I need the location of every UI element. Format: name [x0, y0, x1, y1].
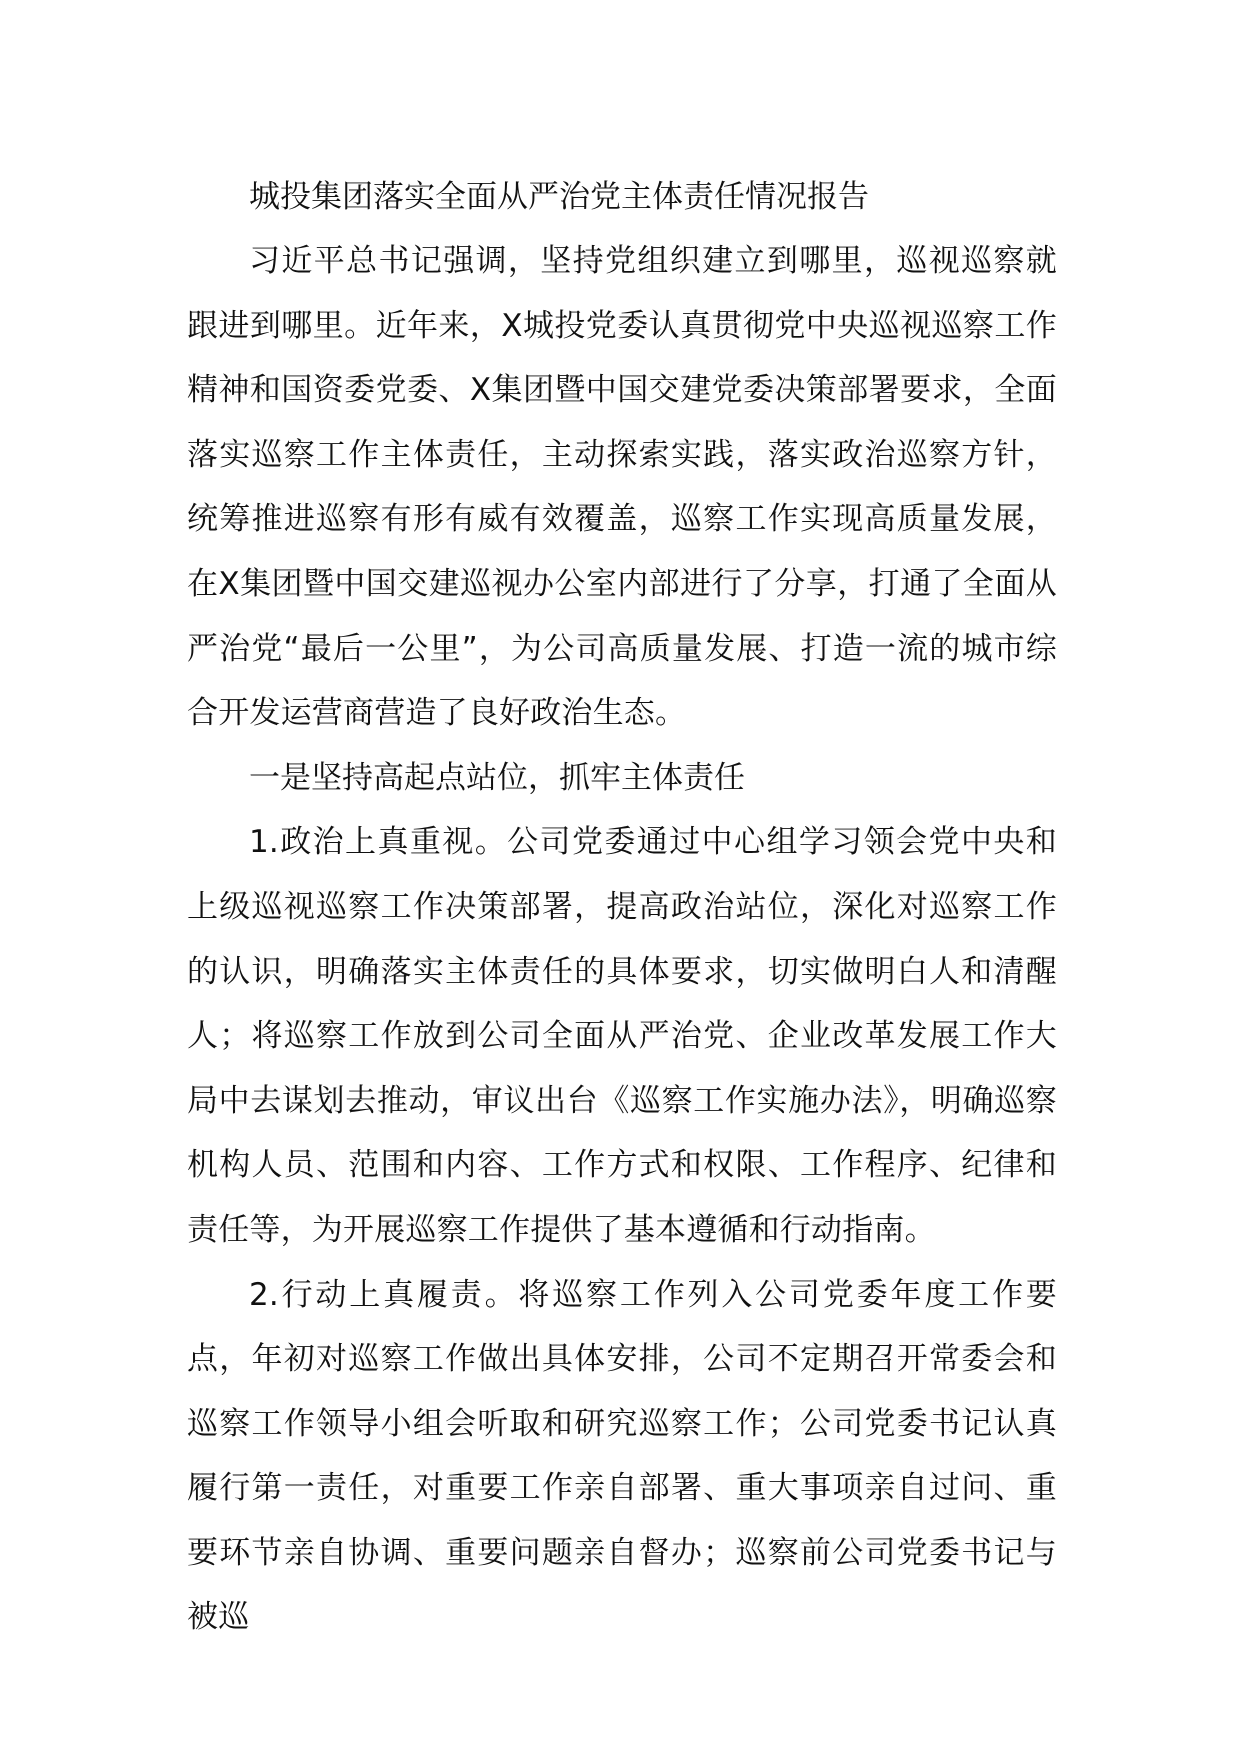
intro-paragraph: 习近平总书记强调，坚持党组织建立到哪里，巡视巡察就跟进到哪里。近年来，X城投党委认真贯彻党中央巡视巡察工作精神和国资委党委、X集团暨中国交建党委决策部署要求，全面落实巡察工作主体责任，主动探索实践，落实政治巡察方针，统筹推进巡察有形有威有效覆盖，巡察工作实现高质量发展，在X集团暨中国交建巡视办公室内部进行了分享，打通了全面从严治党“最后一公里”，为公司高质量发展、打造一流的城市综合开发运营商营造了良好政治生态。 — [187, 243, 1057, 732]
item-1-paragraph: 1.政治上真重视。公司党委通过中心组学习领会党中央和上级巡视巡察工作决策部署，提高政治站位，深化对巡察工作的认识，明确落实主体责任的具体要求，切实做明白人和清醒人；将巡察工作放到公司全面从严治党、企业改革发展工作大局中去谋划去推动，审议出台《巡察工作实施办法》，明确巡察机构人员、范围和内容、工作方式和权限、工作程序、纪律和责任等，为开展巡察工作提供了基本遵循和行动指南。 — [187, 824, 1057, 1248]
item-2-paragraph: 2.行动上真履责。将巡察工作列入公司党委年度工作要点，年初对巡察工作做出具体安排，公司不定期召开常委会和巡察工作领导小组会听取和研究巡察工作；公司党委书记认真履行第一责任，对重要工作亲自部署、重大事项亲自过问、重要环节亲自协调、重要问题亲自督办；巡察前公司党委书记与被巡 — [187, 1276, 1057, 1636]
document-title: 城投集团落实全面从严治党主体责任情况报告 — [249, 179, 869, 215]
section-heading: 一是坚持高起点站位，抓牢主体责任 — [249, 759, 745, 796]
document-body — [187, 165, 1057, 1650]
